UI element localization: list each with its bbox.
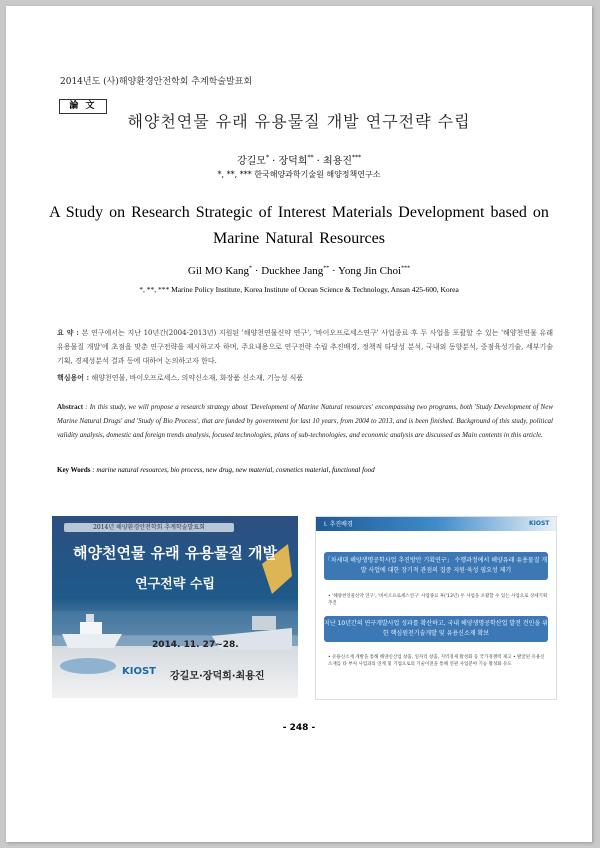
slide-banner: 2014년 해양환경안전학회 추계학술발표회 [64, 523, 234, 532]
english-title: A Study on Research Strategic of Interest Materials Development based on Marine Natural Resources [49, 204, 549, 247]
english-abstract [57, 400, 553, 442]
english-affiliation: *, **, *** Marine Policy Institute, Korea Institute of Ocean Science & Technology, Ansan 425-600, Korea [139, 285, 459, 294]
slide-title-line1: 해양천연물 유래 유용물질 개발 [72, 544, 278, 562]
english-keywords: Key Words : marine natural resources, bio process, new drug, new material, cosmetics material, functional food [57, 466, 375, 474]
abstract-label: Abstract [57, 403, 84, 411]
background-slide-image [315, 516, 557, 700]
korean-authors: 강길모* · 장덕희** · 최용진*** [236, 154, 362, 167]
kiost-logo: KIOST [122, 666, 156, 677]
slide-highlight-box-1: 「차세대 해양생명공학사업 추진방안 기획연구」 수행과정에서 해양유래 유용물질 개발 사업에 대한 장기적 관점의 집중 지원·육성 필요성 제기 [324, 552, 548, 580]
korean-summary [57, 326, 553, 368]
abstract-text: : In this study, we will propose a research strategy about 'Development of Marine Natural resources' encompassing two programs, both 'Study Development of New Marine Natural Drugs' and 'Study of Bio Process', that are funded by government for last 10 years, from 2004 to 2013, and is been finished. Background of this study, political validity analysis, domestic and foreign trends analysis, focused technologies, plans of sub-technologies, and economic analysis are discussed as Main contents in this article. [57, 403, 553, 439]
slide-section-title: I. 추진배경 [324, 521, 353, 528]
summary-label: 요 약 : [57, 328, 82, 337]
slide-highlight-box-2: 지난 10년간의 연구개발사업 성과를 확산하고, 국내 해양생명공학산업 발전 견인을 위한 핵심원천기술개발 및 유용신소재 확보 [324, 616, 548, 642]
english-authors: Gil MO Kang* · Duckhee Jang** · Yong Jin Choi*** [187, 265, 411, 277]
page-number: - 248 - [282, 723, 316, 733]
korean-affiliation: *, **, *** 한국해양과학기술원 해양정책연구소 [217, 170, 381, 179]
title-slide-image [52, 516, 298, 698]
slide-bullet-2: • 유용신소재 개발을 통해 해양신산업 창출, 일자리 창출, 지역경제 활성화 등 국가경쟁력 제고 • 발굴된 유용신소재를 타 부처 사업과의 연계 및 기업으로의 기술이전을 통해 연관 사업분야 기능 활성화 유도 [328, 655, 545, 667]
kiost-logo-small: KIOST [529, 520, 550, 527]
korean-keywords: 핵심용어 : 해양천연물, 바이오프로세스, 의약신소재, 화장품 신소재, 기능성 식품 [57, 373, 304, 382]
slide-authors: 강길모·장덕희·최용진 [170, 671, 265, 682]
korean-title: 해양천연물 유래 유용물질 개발 연구전략 수립 [127, 112, 471, 131]
conference-header: 2014년도 (사)해양환경안전학회 추계학술발표회 [60, 77, 253, 87]
slide-date: 2014. 11. 27~28. [152, 640, 239, 650]
article-type-tag: 論 文 [59, 99, 107, 114]
slide-bullet-1: • '해양천연물신약 연구', '바이오프로세스연구' 사업종료 후('13년) 두 사업을 포괄할 수 있는 사업으로 상세기획 추진 [328, 594, 548, 606]
paper-page [6, 6, 592, 842]
summary-text: 본 연구에서는 지난 10년간(2004-2013년) 지원된 '해양천연물신약 연구', '바이오프로세스연구' 사업종료 후 두 사업을 포괄할 수 있는 '해양천연물 유래 유용물질 개발'에 초점을 맞춘 연구전략을 제시하고자 하며, 주요내용으로 연구전략 수립 추진배경, 정책적 타당성 분석, 국내외 동향분석, 중점육성기술, 세부기술기획, 경제성분석 결과 등에 대하여 논의하고자 한다. [57, 329, 553, 365]
slide-title-line2: 연구전략 수립 [135, 577, 215, 592]
